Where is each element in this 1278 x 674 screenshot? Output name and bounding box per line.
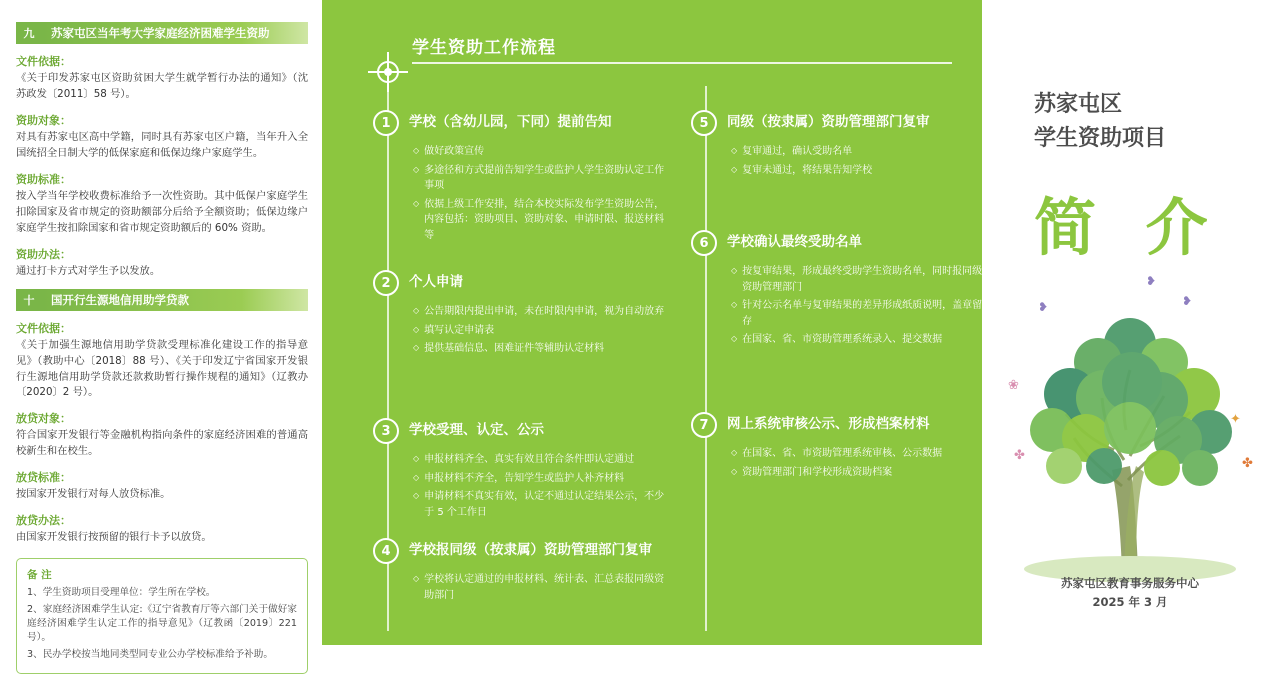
section-title: 国开行生源地信用助学贷款 <box>42 289 308 311</box>
bird-icon: ❥ <box>1182 294 1193 308</box>
step-number: 4 <box>373 538 399 564</box>
field-target-9 <box>16 112 308 162</box>
step-3 <box>381 418 667 523</box>
cover-footer <box>982 574 1278 611</box>
butterfly-icon: ✤ <box>1014 448 1025 463</box>
bullet-text: 做好政策宣传 <box>424 146 485 157</box>
diamond-icon: ◇ <box>413 146 420 155</box>
diamond-icon: ◇ <box>413 343 420 352</box>
field-standard-10 <box>16 469 308 503</box>
step-number: 1 <box>373 110 399 136</box>
diamond-icon: ◇ <box>731 334 738 343</box>
field-method-9 <box>16 246 308 280</box>
step-bullet <box>731 332 985 348</box>
footer-org: 苏家屯区教育事务服务中心 <box>1061 576 1199 591</box>
section-number: 十 <box>16 289 42 311</box>
diamond-icon: ◇ <box>413 198 420 208</box>
field-label: 放贷办法： <box>16 514 71 528</box>
step-bullet <box>413 489 667 520</box>
step-title: 同级（按隶属）资助管理部门复审 <box>727 114 930 130</box>
title-divider <box>412 62 952 64</box>
diamond-icon: ◇ <box>413 324 420 334</box>
field-body: 按入学当年学校收费标准给予一次性资助。其中低保户家庭学生扣除国家及省市规定的资助额部分后给予全额资助；低保边缘户家庭学生按扣除国家和省市规定资助额后的 60% 资助。 <box>16 189 308 234</box>
butterfly-icon: ✤ <box>1242 456 1253 471</box>
section-title: 苏家屯区当年考大学家庭经济困难学生资助 <box>42 22 308 44</box>
step-title: 个人申请 <box>409 274 463 290</box>
field-label: 文件依据： <box>16 55 71 68</box>
diamond-icon: ◇ <box>413 164 420 174</box>
bullet-text: 复审通过，确认受助名单 <box>742 146 853 157</box>
diamond-icon: ◇ <box>731 266 738 275</box>
step-bullet <box>731 446 985 462</box>
step-1 <box>381 110 667 246</box>
bullet-text: 在国家、省、市资助管理系统审核、公示数据 <box>742 448 943 459</box>
field-label: 资助对象： <box>16 113 71 127</box>
field-label: 放贷标准： <box>16 471 71 485</box>
step-bullet <box>413 144 667 160</box>
diamond-icon: ◇ <box>413 574 420 583</box>
butterfly-icon: ✦ <box>1230 412 1241 427</box>
step-5 <box>699 110 985 181</box>
cover-title-line2: 学生资助项目 <box>1034 126 1167 152</box>
step-2 <box>381 270 667 360</box>
step-bullet <box>413 323 667 339</box>
right-cover-panel <box>982 0 1278 645</box>
step-title: 网上系统审核公示、形成档案材料 <box>727 416 930 432</box>
center-panel <box>322 0 982 645</box>
diamond-icon: ◇ <box>731 164 738 174</box>
tree-svg <box>994 270 1266 600</box>
step-title: 学校报同级（按隶属）资助管理部门复审 <box>409 542 652 558</box>
bullet-text: 资助管理部门和学校形成资助档案 <box>742 466 893 478</box>
note-item: 2、家庭经济困难学生认定:《辽宁省教育厅等六部门关于做好家庭经济困难学生认定工作的指导意见》（辽教函〔2019〕221 号）。 <box>27 603 297 644</box>
section-number: 九 <box>16 22 42 44</box>
section-header-9 <box>16 22 308 44</box>
step-bullet <box>413 163 667 194</box>
diamond-icon: ◇ <box>413 472 420 482</box>
field-body: 按国家开发银行对每人放贷标准。 <box>16 488 171 501</box>
step-bullet <box>731 163 985 179</box>
bullet-text: 针对公示名单与复审结果的差异形成纸质说明，盖章留存 <box>742 300 983 327</box>
bullet-text: 申报材料不齐全，告知学生或监护人补齐材料 <box>424 472 625 484</box>
step-bullet <box>731 298 985 329</box>
bullet-text: 依据上级工作安排，结合本校实际发布学生资助公告，内容包括：资助项目、资助对象、申请时限、报送材料等 <box>424 198 665 241</box>
field-label: 放贷对象： <box>16 412 71 426</box>
step-bullet <box>413 452 667 468</box>
butterfly-icon: ❀ <box>1008 378 1019 393</box>
bullet-text: 申请材料不真实有效，认定不通过认定结果公示，不少于 5 个工作日 <box>424 491 665 518</box>
field-label: 文件依据： <box>16 321 71 335</box>
step-bullet <box>731 465 985 481</box>
diamond-icon: ◇ <box>413 491 420 500</box>
step-title: 学校确认最终受助名单 <box>727 234 862 250</box>
step-number: 6 <box>691 230 717 256</box>
diamond-icon: ◇ <box>413 306 420 315</box>
step-7 <box>699 412 985 483</box>
step-bullet <box>413 197 667 244</box>
flow-title: 学生资助工作流程 <box>412 38 556 58</box>
bird-icon: ❥ <box>1038 300 1049 314</box>
diamond-icon: ◇ <box>731 466 738 476</box>
step-bullet <box>413 341 667 357</box>
bullet-text: 按复审结果，形成最终受助学生资助名单，同时报同级资助管理部门 <box>742 266 983 293</box>
step-4 <box>381 538 667 606</box>
left-panel <box>0 0 322 660</box>
cover-title <box>1034 88 1166 156</box>
field-basis-9 <box>16 53 308 103</box>
step-number: 2 <box>373 270 399 296</box>
footer-date: 2025 年 3 月 <box>1092 594 1168 609</box>
step-bullet <box>413 471 667 487</box>
cover-big-title: 简 介 <box>1034 191 1222 264</box>
field-standard-9 <box>16 171 308 237</box>
field-basis-10 <box>16 320 308 402</box>
field-body: 《关于印发苏家屯区资助贫困大学生就学暂行办法的通知》（沈苏政发〔2011〕58 号）。 <box>16 72 308 100</box>
field-label: 资助标准： <box>16 172 71 186</box>
field-body: 对具有苏家屯区高中学籍，同时具有苏家屯区户籍，当年升入全国统招全日制大学的低保家庭和低保边缘户家庭学生。 <box>16 130 308 159</box>
step-number: 7 <box>691 412 717 438</box>
field-body: 符合国家开发银行等金融机构指向条件的家庭经济困难的普通高校新生和在校生。 <box>16 429 308 458</box>
field-body: 《关于加强生源地信用助学贷款受理标准化建设工作的指导意见》（教助中心〔2018〕88 号）、《关于印发辽宁省国家开发银行生源地信用助学贷款还款救助暂行操作规程的通知》（辽教办〔2020〕2 号）。 <box>16 338 308 399</box>
diamond-icon: ◇ <box>731 146 738 155</box>
step-bullet <box>413 304 667 320</box>
cover-title-line1: 苏家屯区 <box>1034 92 1123 117</box>
step-bullet <box>731 144 985 160</box>
bird-icon: ❥ <box>1146 274 1157 288</box>
step-number: 3 <box>373 418 399 444</box>
note-title: 备 注 <box>27 569 52 582</box>
diamond-icon: ◇ <box>731 300 738 309</box>
field-label: 资助办法： <box>16 247 71 261</box>
field-body: 通过打卡方式对学生予以发放。 <box>16 264 161 277</box>
note-item: 3、民办学校按当地同类型同专业公办学校标准给予补助。 <box>27 648 273 660</box>
step-bullet <box>413 572 667 603</box>
field-method-10 <box>16 512 308 546</box>
diamond-icon: ◇ <box>413 454 420 463</box>
note-box <box>16 558 308 674</box>
tree-illustration <box>994 270 1266 600</box>
bullet-text: 申报材料齐全、真实有效且符合条件即认定通过 <box>424 454 635 465</box>
bullet-text: 提供基础信息、困难证件等辅助认定材料 <box>424 343 605 354</box>
bullet-text: 在国家、省、市资助管理系统录入、提交数据 <box>742 334 943 345</box>
step-title: 学校受理、认定、公示 <box>409 422 544 438</box>
bullet-text: 学校将认定通过的申报材料、统计表、汇总表报同级资助部门 <box>424 574 665 601</box>
note-item: 1、学生资助项目受理单位：学生所在学校。 <box>27 587 216 599</box>
step-number: 5 <box>691 110 717 136</box>
bullet-text: 公告期限内提出申请，未在时限内申请，视为自动放弃 <box>424 306 665 317</box>
bullet-text: 多途径和方式提前告知学生或监护人学生资助认定工作事项 <box>424 164 665 191</box>
target-icon <box>374 58 402 86</box>
step-title: 学校（含幼儿园，下同）提前告知 <box>409 114 612 130</box>
field-target-10 <box>16 410 308 460</box>
bullet-text: 填写认定申请表 <box>424 324 495 336</box>
step-bullet <box>731 264 985 295</box>
section-header-10 <box>16 289 308 311</box>
bullet-text: 复审未通过，将结果告知学校 <box>742 164 873 176</box>
field-body: 由国家开发银行按预留的银行卡予以放贷。 <box>16 531 212 544</box>
diamond-icon: ◇ <box>731 448 738 457</box>
step-6 <box>699 230 985 351</box>
